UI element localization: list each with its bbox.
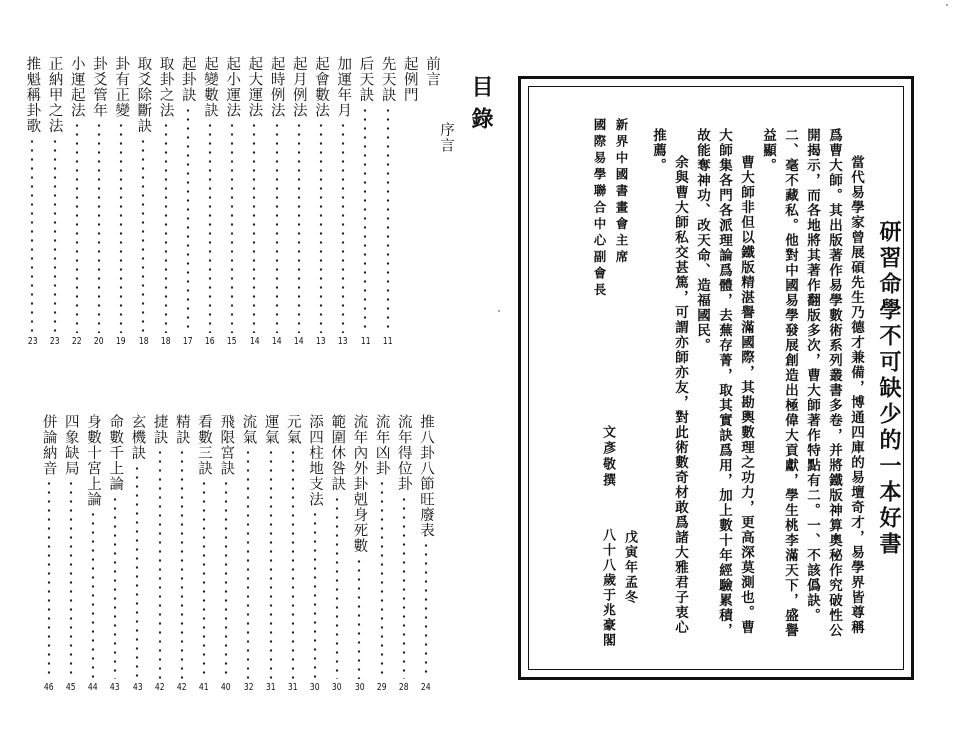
toc-entry-page: 44 [88,682,98,693]
toc-entry [67,56,87,348]
toc-entry-label: 捷訣 [151,414,168,445]
toc-dot-leader [402,495,406,680]
toc-dot-leader [75,121,79,333]
toc-entry-page: 28 [398,682,409,693]
toc-dot-leader [319,121,323,333]
preface-date-block [596,528,640,648]
toc-entry-label: 添四柱地支法 [307,414,323,507]
toc-dot-leader [208,121,212,333]
toc-entry [422,56,442,348]
toc-entry-label: 流年凶卦 [373,414,390,476]
toc-entry-label: 卦有正變 [113,56,130,118]
toc-entry [416,414,436,694]
toc-dot-leader [313,510,317,679]
toc-entry-page: 23 [49,336,60,347]
preface-assoc-line2: 國際易學聯合中心副會長 [592,118,607,300]
toc-entry-page: 42 [154,682,165,693]
toc-entry-page: 30 [332,682,343,693]
toc-entry [150,414,170,694]
toc-entry [127,414,147,694]
toc-entry [394,414,414,694]
toc-entry [333,56,353,348]
toc-entry-label: 飛限宮訣 [218,414,235,476]
preface-paragraph: 曹大師非但以鐵版精湛譽滿國際，其勘輿數理之功力，更高深莫測也。曹大師集各門各派理論爲體，去蕪存菁，取其實訣爲用，加上數十年經驗累積，故能奪神功、改天命、造福國民。 [694,128,754,638]
toc-entry-label: 運氣 [262,414,279,445]
toc-dot-leader [424,541,428,679]
toc-dot-leader [269,448,273,679]
toc-entry-label: 前言 [424,56,440,87]
toc-entry-label: 起時例法 [268,56,285,118]
toc-entry [267,56,287,348]
toc-entry-label: 身數十宮上論 [85,414,101,507]
toc-entry-label: 小運起法 [68,56,85,118]
toc-entry-label: 后天訣 [357,56,374,103]
toc-dot-leader [186,106,190,334]
toc-entry-page: 24 [421,682,431,693]
toc-dot-leader [335,495,339,680]
toc-entry-page: 13 [316,336,326,347]
toc-entry-page: 30 [354,682,365,693]
toc-entry-page: 14 [271,336,282,347]
toc-entry-page: 18 [138,336,149,347]
toc-entry [200,56,220,348]
toc-entry-page: 13 [338,336,349,347]
toc-entry [305,414,325,694]
toc-entry [133,56,153,348]
toc-entry [111,56,131,348]
toc-entry-label: 起大運法 [246,56,263,118]
toc-entry-label: 取爻除斷訣 [135,56,152,134]
toc-entry-label: 起例門 [401,56,418,103]
preface-assoc-block [588,118,632,300]
toc-dot-leader [224,479,228,679]
toc-entry-label: 精訣 [173,414,190,445]
toc-entry [378,56,398,348]
toc-entry [400,56,420,348]
toc-entry-page: 11 [360,336,371,347]
toc-entry-page: 14 [293,336,304,347]
preface-author: 文彥敬撰 [600,425,615,489]
toc-entry-label: 玄機訣 [129,414,146,461]
toc-entry-label: 四象缺局 [62,414,79,476]
toc-entry-page: 30 [310,682,320,693]
toc-entry-page: 11 [382,336,393,347]
toc-entry-label: 看數三訣 [196,414,212,476]
toc-entry-label: 元氣 [284,414,301,445]
toc-dot-leader [47,479,51,679]
toc-entry-label: 命數千上論 [107,414,124,492]
toc-entry [222,56,242,348]
preface-title: 研習命學不可缺少的一本好書 [876,220,902,558]
preface-paragraph: 余與曹大師私交甚篤，可謂亦師亦友，對此術數奇材敢爲諸大雅君子衷心推薦。 [650,128,688,635]
toc-entry-page: 43 [132,682,143,693]
toc-preface-label: 序言 [438,122,454,153]
toc-dot-leader [297,121,301,333]
toc-dot-leader [291,448,295,679]
toc-dot-leader [180,448,184,679]
toc-entry-label: 起小運法 [224,56,241,118]
toc-entry-label: 先天訣 [379,56,396,103]
toc-entry [349,414,369,694]
toc-entry-label: 範圍休咎訣 [329,414,346,492]
toc-dot-leader [158,448,162,679]
toc-entry-page: 43 [110,682,121,693]
toc-dot-leader [380,479,384,679]
toc-dot-leader [341,121,345,333]
toc-entry-label: 推八卦八節旺廢表 [418,414,434,538]
toc-entry-label: 推魁稱卦歌 [24,56,41,134]
toc-entry [238,414,258,694]
toc-dot-leader [119,121,123,333]
toc-dot-leader [135,464,139,680]
toc-dot-leader [69,479,73,679]
toc-dot-leader [275,121,279,333]
preface-date-place: 八十八歲于兆豪閣 [600,528,615,648]
toc-entry-label: 流年內外卦剋身死數 [351,414,368,554]
toc-dot-leader [113,495,117,680]
toc-dot-leader [30,137,34,334]
toc-entry [194,414,214,694]
toc-entry-page: 45 [65,682,76,693]
toc-dot-leader [386,106,390,334]
scan-speck [946,4,948,6]
toc-entry [22,56,42,348]
toc-dot-leader [97,121,101,333]
toc-entry-page: 41 [199,682,209,693]
toc-entry [327,414,347,694]
toc-entry-page: 20 [94,336,104,347]
toc-entry-label: 流氣 [240,414,257,445]
preface-paragraph: 當代易學家曾展碩先生乃德才兼備，博通四庫的易壇奇才，易學界皆尊稱爲曹大師。其出版著作易學數術系列叢書多卷，并將鐵版神算奧秘作究破性公開揭示，而各地將其著作翻版多次，曹大師著作特點有二。一、不該僞訣。二、毫不藏私。他對中國易學發展創造出極偉大貢獻，學生桃李滿天下，盛譽益顯。 [760,128,864,638]
toc-entry [283,414,303,694]
toc-dot-leader [53,137,57,334]
preface-date: 戊寅年孟冬 [622,530,637,605]
toc-entry [89,56,109,348]
toc-entry-label: 起會數法 [313,56,329,118]
toc-dot-leader [141,137,145,334]
toc-entry-page: 18 [160,336,171,347]
toc-entry [216,414,236,694]
toc-entry-page: 42 [176,682,187,693]
toc-entry [178,56,198,348]
toc-entry-label: 流年得位卦 [395,414,412,492]
toc-entry-label: 卦爻管年 [91,56,107,118]
toc-dot-leader [91,510,95,679]
toc-entry-page: 31 [265,682,276,693]
toc-entry-label: 取卦之法 [157,56,174,118]
toc-entry-page: 29 [376,682,387,693]
toc-entry-label: 併論納音 [40,414,57,476]
toc-entry-page: 15 [227,336,238,347]
toc-entry [39,414,59,694]
toc-dot-leader [164,121,168,333]
toc-dot-leader [230,121,234,333]
toc-entry [244,56,264,348]
toc-entry [156,56,176,348]
toc-dot-leader [357,557,361,680]
toc-entry [45,56,65,348]
toc-entry-page: 16 [205,336,215,347]
toc-entry [261,414,281,694]
toc-entry-page: 46 [43,682,54,693]
toc-dot-leader [252,121,256,333]
preface-assoc-line1: 新界中國書畫會主席 [614,118,629,267]
toc-entry-page: 32 [243,682,254,693]
toc-entry [61,414,81,694]
toc-entry-label: 起變數訣 [202,56,218,118]
toc-dot-leader [246,448,250,679]
toc-entry [172,414,192,694]
toc-entry-page: 14 [249,336,260,347]
toc-entry-page: 17 [182,336,193,347]
toc-entry-label: 正納甲之法 [46,56,63,134]
toc-entry [355,56,375,348]
toc-entry [105,414,125,694]
toc-entry-label: 起卦訣 [179,56,196,103]
toc-entry-page: 31 [287,682,298,693]
toc-entry-label: 起月例法 [290,56,307,118]
toc-entry [289,56,309,348]
toc-dot-leader [202,479,206,679]
toc-entry [311,56,331,348]
toc-entry [83,414,103,694]
toc-entry-page: 19 [116,336,127,347]
preface-body [647,128,867,648]
toc-entry-page: 40 [221,682,232,693]
toc-entry-label: 加運年月 [335,56,352,118]
scan-speck [498,310,500,312]
toc-entry-page: 22 [71,336,82,347]
toc-entry-page: 23 [27,336,38,347]
toc-dot-leader [363,106,367,334]
toc-title: 目錄 [468,75,494,139]
toc-entry [372,414,392,694]
